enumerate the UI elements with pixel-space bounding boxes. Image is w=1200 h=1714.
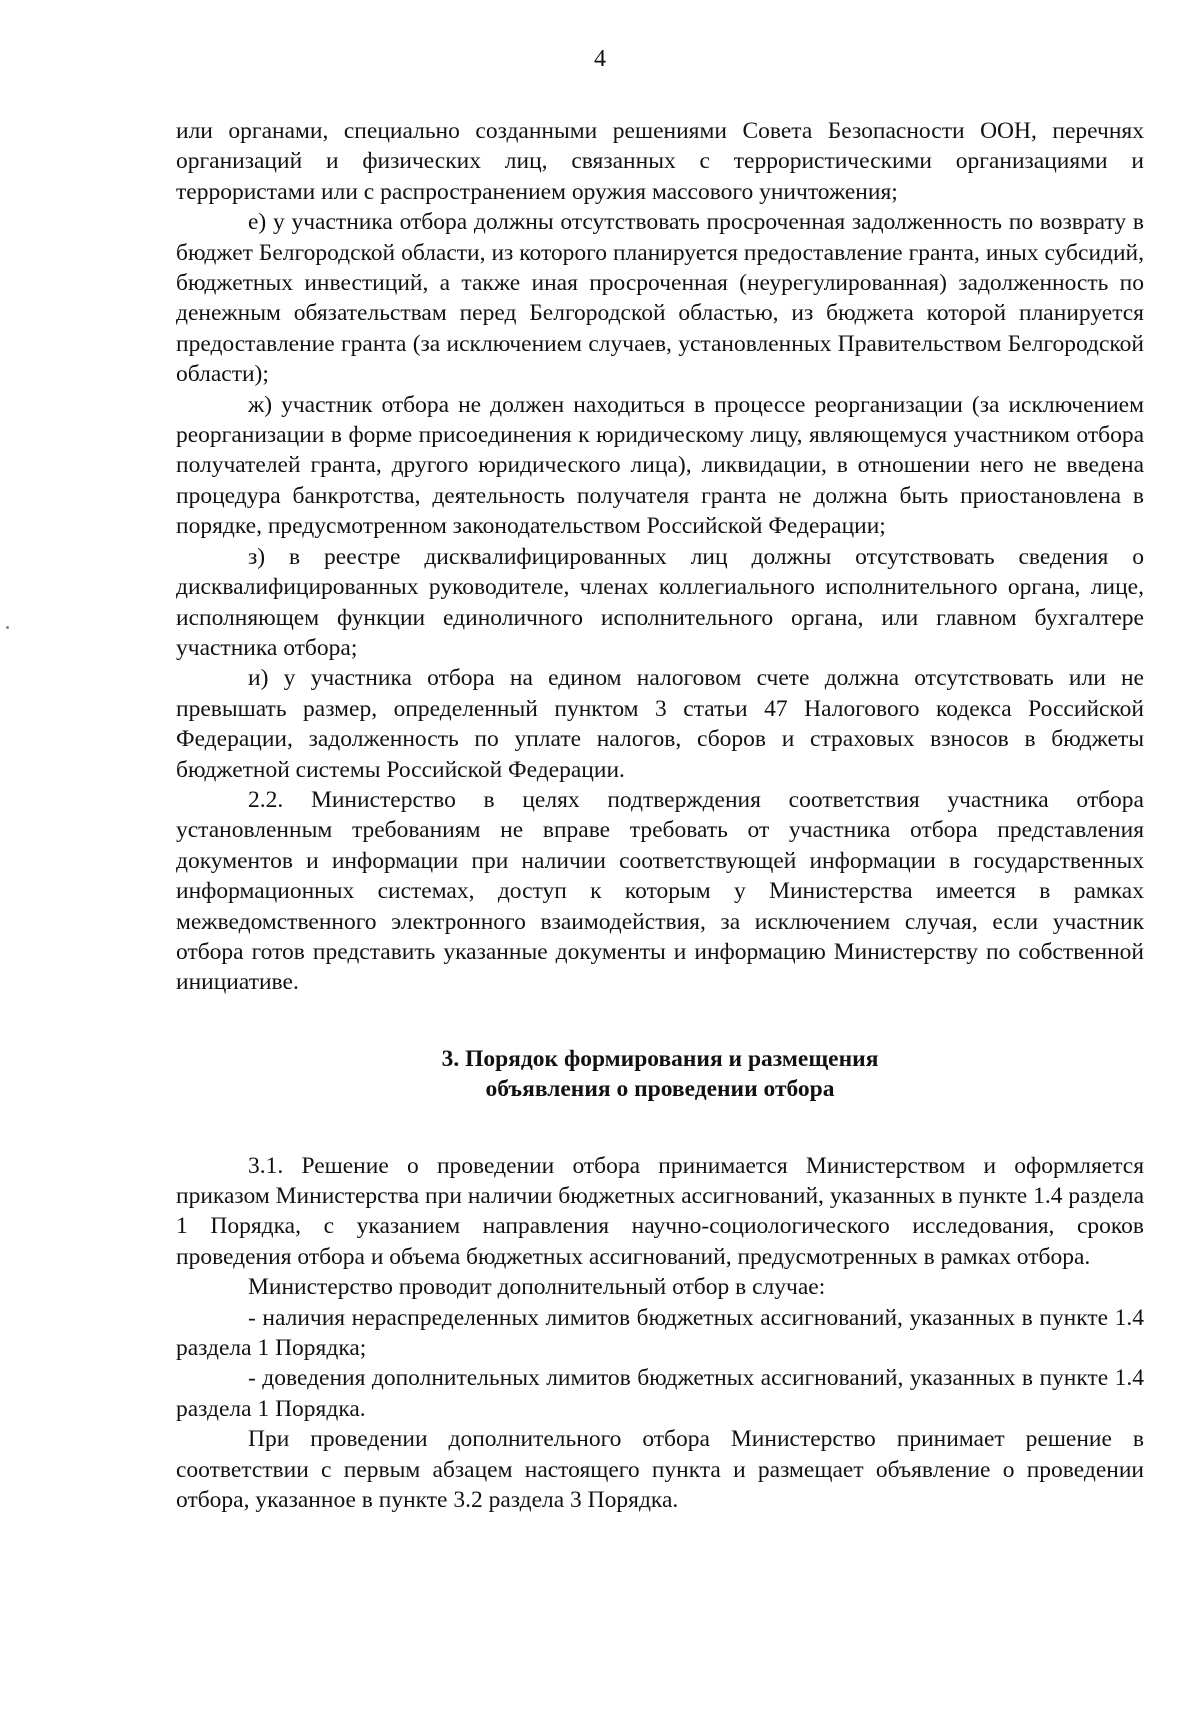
paragraph-decision: При проведении дополнительного отбора Министерство принимает решение в соответствии с первым абзацем настоящего пункта и размещает объявление о проведении отбора, указанное в пункте 3.2 раздела 3 Порядка.: [176, 1426, 1144, 1514]
document-body: [176, 116, 1144, 1515]
section-heading: [176, 1044, 1144, 1105]
paragraph-item-e: е) у участника отбора должны отсутствовать просроченная задолженность по возврату в бюджет Белгородской области, из которого планируется предоставление гранта, иных субсидий, бюджетных инвестиций, а также иная просроченная (неурегулированная) задолженность по денежным обязательствам перед Белгородской областью, из бюджета которой планируется предоставление гранта (за исключением случаев, установленных Правительством Белгородской области);: [176, 209, 1144, 388]
paragraph-item-zh: ж) участник отбора не должен находиться в процессе реорганизации (за исключением реорганизации в форме присоединения к юридическому лицу, являющемуся участником отбора получателей гранта, другого юридического лица), ликвидации, в отношении него не введена процедура банкротства, деятельность получателя гранта не должна быть приостановлена в порядке, предусмотренном законодательством Российской Федерации;: [176, 391, 1144, 540]
paragraph-additional-selection: Министерство проводит дополнительный отбор в случае:: [248, 1274, 826, 1301]
list-item-additional-limits: - доведения дополнительных лимитов бюджетных ассигнований, указанных в пункте 1.4 раздела 1 Порядка.: [176, 1365, 1144, 1422]
paragraph-item-i: и) у участника отбора на едином налоговом счете должна отсутствовать или не превышать размер, определенный пунктом 3 статьи 47 Налогового кодекса Российской Федерации, задолженность по уплате налогов, сборов и страховых взносов в бюджеты бюджетной системы Российской Федерации.: [176, 665, 1144, 783]
paragraph-2-2: 2.2. Министерство в целях подтверждения соответствия участника отбора установленным требованиям не вправе требовать от участника отбора представления документов и информации при наличии соответствующей информации в государственных информационных системах, доступ к которым у Министерства имеется в рамках межведомственного электронного взаимодействия, за исключением случая, если участник отбора готов представить указанные документы и информацию Министерству по собственной инициативе.: [176, 786, 1144, 996]
scan-speck: [6, 626, 9, 629]
section-heading-line-2: объявления о проведении отбора: [485, 1076, 835, 1103]
paragraph-3-1: 3.1. Решение о проведении отбора принимается Министерством и оформляется приказом Министерства при наличии бюджетных ассигнований, указанных в пункте 1.4 раздела 1 Порядка, с указанием направления научно-социологического исследования, сроков проведения отбора и объема бюджетных ассигнований, предусмотренных в рамках отбора.: [176, 1152, 1144, 1270]
paragraph-continuation: или органами, специально созданными решениями Совета Безопасности ООН, перечнях организаций и физических лиц, связанных с террористическими организациями и террористами или с распространением оружия массового уничтожения;: [176, 118, 1144, 205]
section-heading-line-1: 3. Порядок формирования и размещения: [441, 1045, 879, 1072]
paragraph-item-z: з) в реестре дисквалифицированных лиц должны отсутствовать сведения о дисквалифицированных руководителе, членах коллегиального исполнительного органа, лице, исполняющем функции единоличного исполнительного органа, или главном бухгалтере участника отбора;: [176, 543, 1144, 661]
list-item-undistributed-limits: - наличия нераспределенных лимитов бюджетных ассигнований, указанных в пункте 1.4 раздела 1 Порядка;: [176, 1304, 1144, 1362]
page-number: 4: [594, 46, 606, 72]
